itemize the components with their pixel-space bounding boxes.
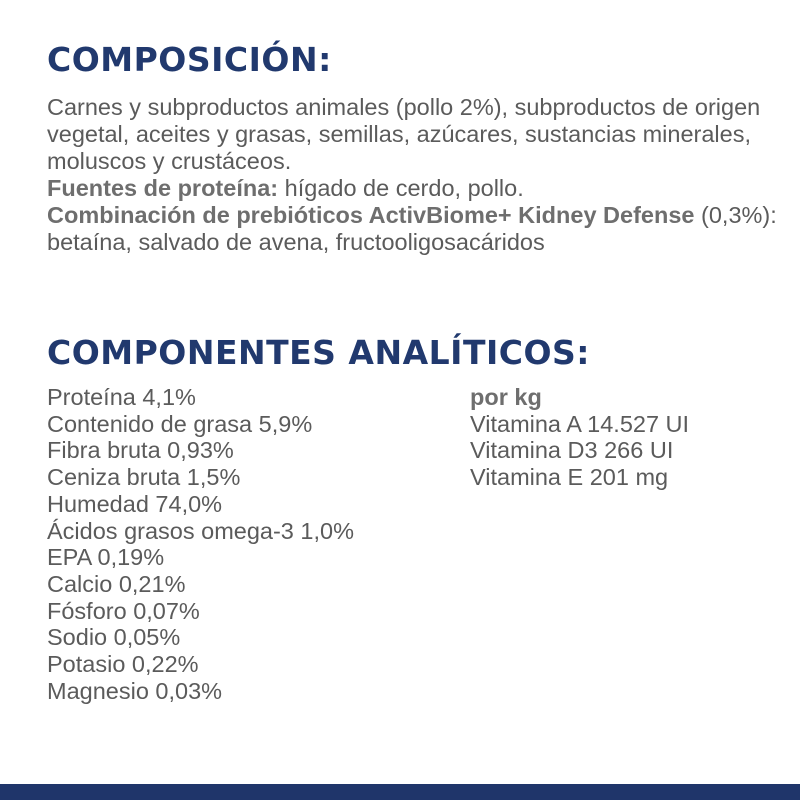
vitamin-item: Vitamina D3 266 UI <box>470 437 674 464</box>
vitamin-item: Vitamina A 14.527 UI <box>470 410 690 437</box>
prebiotic-text: (0,3%): betaína, salvado de avena, fructooligosacáridos <box>47 202 777 255</box>
component-item: Contenido de grasa 5,9% <box>47 410 313 437</box>
footer-bar <box>0 784 800 800</box>
composition-text <box>47 94 787 256</box>
component-item: Potasio 0,22% <box>47 651 199 678</box>
analytical-heading: COMPONENTES ANALÍTICOS: <box>47 333 590 372</box>
composition-heading: COMPOSICIÓN: <box>47 40 332 79</box>
component-item: Fibra bruta 0,93% <box>47 437 234 464</box>
vitamin-item: Vitamina E 201 mg <box>470 464 669 491</box>
protein-sources-label: Fuentes de proteína: <box>47 175 279 201</box>
component-item: Proteína 4,1% <box>47 384 196 410</box>
component-item: Ácidos grasos omega-3 1,0% <box>47 517 354 544</box>
per-kg-label: por kg <box>470 384 542 410</box>
prebiotic-label: Combinación de prebióticos ActivBiome+ Kidney Defense <box>47 202 695 228</box>
protein-sources-text: hígado de cerdo, pollo. <box>278 175 524 201</box>
component-item: Humedad 74,0% <box>47 490 223 517</box>
component-item: Sodio 0,05% <box>47 624 181 651</box>
composition-intro: Carnes y subproductos animales (pollo 2%), subproductos de origen vegetal, aceites y grasas, semillas, azúcares, sustancias minerales, moluscos y crustáceos. <box>47 94 761 174</box>
vitamins-list <box>470 384 689 491</box>
analytical-components-list <box>47 384 354 704</box>
component-item: EPA 0,19% <box>47 544 165 571</box>
component-item: Ceniza bruta 1,5% <box>47 464 241 491</box>
component-item: Magnesio 0,03% <box>47 677 223 704</box>
component-item: Fósforo 0,07% <box>47 597 200 624</box>
component-item: Calcio 0,21% <box>47 570 186 597</box>
